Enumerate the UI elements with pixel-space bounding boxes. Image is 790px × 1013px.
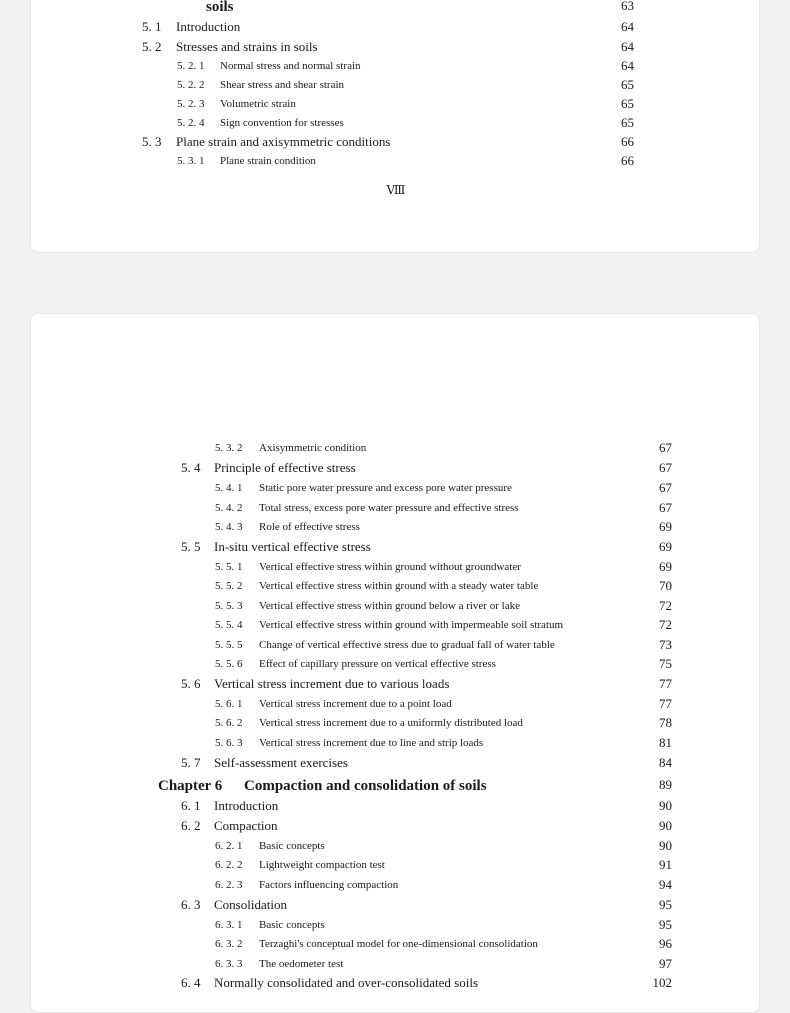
toc-section-entry xyxy=(31,18,759,38)
toc-entry-number: Chapter 6 xyxy=(158,778,223,794)
toc-entry-number: 6. 3. 2 xyxy=(215,938,243,950)
toc-entry-page: 77 xyxy=(659,696,672,711)
toc-entry-title: Principle of effective stress xyxy=(214,460,356,475)
toc-chapter-entry xyxy=(31,776,759,796)
toc-entry-number: 6. 3 xyxy=(181,897,201,912)
toc-entry-page: 75 xyxy=(659,656,672,671)
toc-entry-title: The oedometer test xyxy=(259,958,344,970)
toc-entry-title: Consolidation xyxy=(214,897,287,912)
toc-subsection-entry xyxy=(31,152,759,172)
toc-entry-number: 5. 2 xyxy=(142,39,162,54)
toc-section-entry xyxy=(31,0,759,17)
toc-entry-number: 5. 2. 1 xyxy=(177,60,205,72)
toc-entry-title: Compaction and consolidation of soils xyxy=(244,778,487,794)
toc-entry-page: 64 xyxy=(621,19,634,34)
toc-subsection-entry xyxy=(31,734,759,754)
toc-entry-page: 66 xyxy=(621,153,634,168)
toc-entry-number: 5. 5. 6 xyxy=(215,658,243,670)
toc-subsection-entry xyxy=(31,856,759,876)
toc-subsection-entry xyxy=(31,95,759,115)
toc-entry-title: Basic concepts xyxy=(259,919,325,931)
toc-entry-number: 5. 5. 2 xyxy=(215,580,243,592)
toc-entry-number: 5. 3. 1 xyxy=(177,155,205,167)
toc-section-entry xyxy=(31,675,759,695)
toc-entry-title: Plane strain condition xyxy=(220,155,316,167)
toc-entry-page: 96 xyxy=(659,936,672,951)
toc-subsection-entry xyxy=(31,955,759,975)
toc-subsection-entry xyxy=(31,695,759,715)
toc-entry-page: 69 xyxy=(659,559,672,574)
toc-subsection-entry xyxy=(31,916,759,936)
toc-entry-number: 5. 1 xyxy=(142,19,162,34)
toc-entry-number: 5. 3 xyxy=(142,134,162,149)
toc-entry-page: 69 xyxy=(659,539,672,554)
toc-entry-page: 72 xyxy=(659,617,672,632)
toc-entry-page: 95 xyxy=(659,897,672,912)
toc-subsection-entry xyxy=(31,597,759,617)
toc-entry-number: 5. 5. 4 xyxy=(215,619,243,631)
toc-entry-number: 6. 2. 3 xyxy=(215,879,243,891)
toc-subsection-entry xyxy=(31,76,759,96)
toc-entry-number: 5. 5. 5 xyxy=(215,639,243,651)
toc-subsection-entry xyxy=(31,518,759,538)
toc-entry-page: 89 xyxy=(659,777,672,792)
toc-entry-page: 84 xyxy=(659,755,672,770)
toc-entry-title: Vertical stress increment due to various loads xyxy=(214,676,450,691)
toc-section-entry xyxy=(31,459,759,479)
toc-entry-number: 6. 1 xyxy=(181,798,201,813)
toc-entry-page: 67 xyxy=(659,480,672,495)
toc-entry-title: Vertical stress increment due to line and strip loads xyxy=(259,737,484,749)
toc-entry-page: 97 xyxy=(659,956,672,971)
toc-entry-page: 90 xyxy=(659,818,672,833)
toc-entry-title: Volumetric strain xyxy=(220,98,296,110)
toc-subsection-entry xyxy=(31,577,759,597)
toc-entry-title: Sign convention for stresses xyxy=(220,117,344,129)
toc-entry-title: Vertical effective stress within ground with impermeable soil stratum xyxy=(259,619,564,631)
toc-entry-title: Change of vertical effective stress due to gradual fall of water table xyxy=(259,639,555,651)
toc-entry-title: Vertical effective stress within ground with a steady water table xyxy=(259,580,539,592)
toc-entry-title: Introduction xyxy=(214,798,279,813)
toc-subsection-entry xyxy=(31,714,759,734)
toc-entry-number: 5. 4 xyxy=(181,460,201,475)
toc-entry-title: Shear stress and shear strain xyxy=(220,79,345,91)
toc-entry-title: Factors influencing compaction xyxy=(259,879,399,891)
toc-entry-page: 81 xyxy=(659,735,672,750)
toc-entry-page: 102 xyxy=(652,975,672,990)
toc-entry-number: 6. 2. 2 xyxy=(215,859,243,871)
toc-entry-title: Effect of capillary pressure on vertical effective stress xyxy=(259,658,496,670)
toc-entry-page: 64 xyxy=(621,39,634,54)
toc-entry-page: 69 xyxy=(659,519,672,534)
toc-entry-number: 5. 6. 1 xyxy=(215,698,243,710)
toc-section-entry xyxy=(31,538,759,558)
toc-section-entry xyxy=(31,797,759,817)
toc-entry-page: 78 xyxy=(659,715,672,730)
toc-subsection-entry xyxy=(31,114,759,134)
toc-entry-title: soils xyxy=(206,0,234,15)
toc-entry-page: 67 xyxy=(659,460,672,475)
toc-entry-number: 5. 3. 2 xyxy=(215,442,243,454)
toc-entry-title: Normal stress and normal strain xyxy=(220,60,361,72)
toc-entry-page: 63 xyxy=(621,0,634,13)
toc-entry-number: 6. 3. 3 xyxy=(215,958,243,970)
toc-entry-title: Plane strain and axisymmetric conditions xyxy=(176,134,391,149)
toc-entry-title: Vertical stress increment due to a uniformly distributed load xyxy=(259,717,523,729)
toc-entry-number: 5. 5. 3 xyxy=(215,600,243,612)
toc-entry-page: 65 xyxy=(621,115,634,130)
toc-entry-number: 6. 2. 1 xyxy=(215,840,243,852)
toc-entry-number: 5. 5 xyxy=(181,539,201,554)
toc-entry-title: Self-assessment exercises xyxy=(214,755,348,770)
toc-subsection-entry xyxy=(31,558,759,578)
toc-entry-title: Compaction xyxy=(214,818,278,833)
toc-entry-number: 5. 4. 3 xyxy=(215,521,243,533)
toc-entry-title: Vertical effective stress within ground without groundwater xyxy=(259,561,521,573)
toc-entry-page: 73 xyxy=(659,637,672,652)
toc-subsection-entry xyxy=(31,57,759,77)
toc-section-entry xyxy=(31,754,759,774)
toc-entry-number: 5. 7 xyxy=(181,755,201,770)
toc-entry-title: Total stress, excess pore water pressure and effective stress xyxy=(259,502,519,514)
toc-entry-title: In-situ vertical effective stress xyxy=(214,539,371,554)
toc-entry-number: 5. 2. 2 xyxy=(177,79,205,91)
toc-section-entry xyxy=(31,133,759,153)
toc-entry-title: Role of effective stress xyxy=(259,521,360,533)
toc-subsection-entry xyxy=(31,876,759,896)
toc-entry-page: 94 xyxy=(659,877,672,892)
page-number: Ⅷ xyxy=(386,183,406,197)
toc-entry-page: 65 xyxy=(621,77,634,92)
toc-entry-title: Static pore water pressure and excess pore water pressure xyxy=(259,482,512,494)
toc-entry-title: Vertical effective stress within ground below a river or lake xyxy=(259,600,520,612)
toc-entry-number: 5. 4. 1 xyxy=(215,482,243,494)
toc-entry-page: 72 xyxy=(659,598,672,613)
toc-subsection-entry xyxy=(31,655,759,675)
toc-entry-page: 91 xyxy=(659,857,672,872)
toc-subsection-entry xyxy=(31,616,759,636)
toc-entry-number: 5. 6. 2 xyxy=(215,717,243,729)
toc-subsection-entry xyxy=(31,636,759,656)
toc-entry-page: 66 xyxy=(621,134,634,149)
toc-entry-number: 5. 6 xyxy=(181,676,201,691)
toc-subsection-entry xyxy=(31,479,759,499)
toc-subsection-entry xyxy=(31,935,759,955)
toc-entry-title: Introduction xyxy=(176,19,241,34)
document-page-2 xyxy=(30,313,760,1013)
toc-section-entry xyxy=(31,974,759,994)
toc-entry-number: 5. 6. 3 xyxy=(215,737,243,749)
toc-entry-title: Basic concepts xyxy=(259,840,325,852)
document-page-1 xyxy=(30,0,760,253)
toc-entry-number: 5. 2. 4 xyxy=(177,117,205,129)
toc-entry-page: 67 xyxy=(659,500,672,515)
toc-entry-title: Stresses and strains in soils xyxy=(176,39,318,54)
toc-section-entry xyxy=(31,896,759,916)
toc-entry-title: Axisymmetric condition xyxy=(259,442,367,454)
toc-section-entry xyxy=(31,38,759,58)
toc-entry-page: 90 xyxy=(659,798,672,813)
toc-subsection-entry xyxy=(31,499,759,519)
toc-entry-number: 5. 2. 3 xyxy=(177,98,205,110)
toc-entry-number: 5. 5. 1 xyxy=(215,561,243,573)
toc-entry-title: Lightweight compaction test xyxy=(259,859,385,871)
toc-entry-title: Vertical stress increment due to a point load xyxy=(259,698,452,710)
toc-subsection-entry xyxy=(31,837,759,857)
toc-entry-title: Normally consolidated and over-consolidated soils xyxy=(214,975,479,990)
toc-entry-title: Terzaghi's conceptual model for one-dimensional consolidation xyxy=(259,938,538,950)
toc-entry-page: 65 xyxy=(621,96,634,111)
toc-entry-page: 67 xyxy=(659,440,672,455)
toc-entry-page: 90 xyxy=(659,838,672,853)
toc-entry-number: 6. 3. 1 xyxy=(215,919,243,931)
toc-section-entry xyxy=(31,817,759,837)
toc-entry-page: 70 xyxy=(659,578,672,593)
toc-entry-page: 64 xyxy=(621,58,634,73)
toc-entry-page: 77 xyxy=(659,676,672,691)
toc-subsection-entry xyxy=(31,439,759,459)
toc-entry-number: 5. 4. 2 xyxy=(215,502,243,514)
toc-entry-page: 95 xyxy=(659,917,672,932)
toc-entry-number: 6. 2 xyxy=(181,818,201,833)
toc-entry-number: 6. 4 xyxy=(181,975,201,990)
